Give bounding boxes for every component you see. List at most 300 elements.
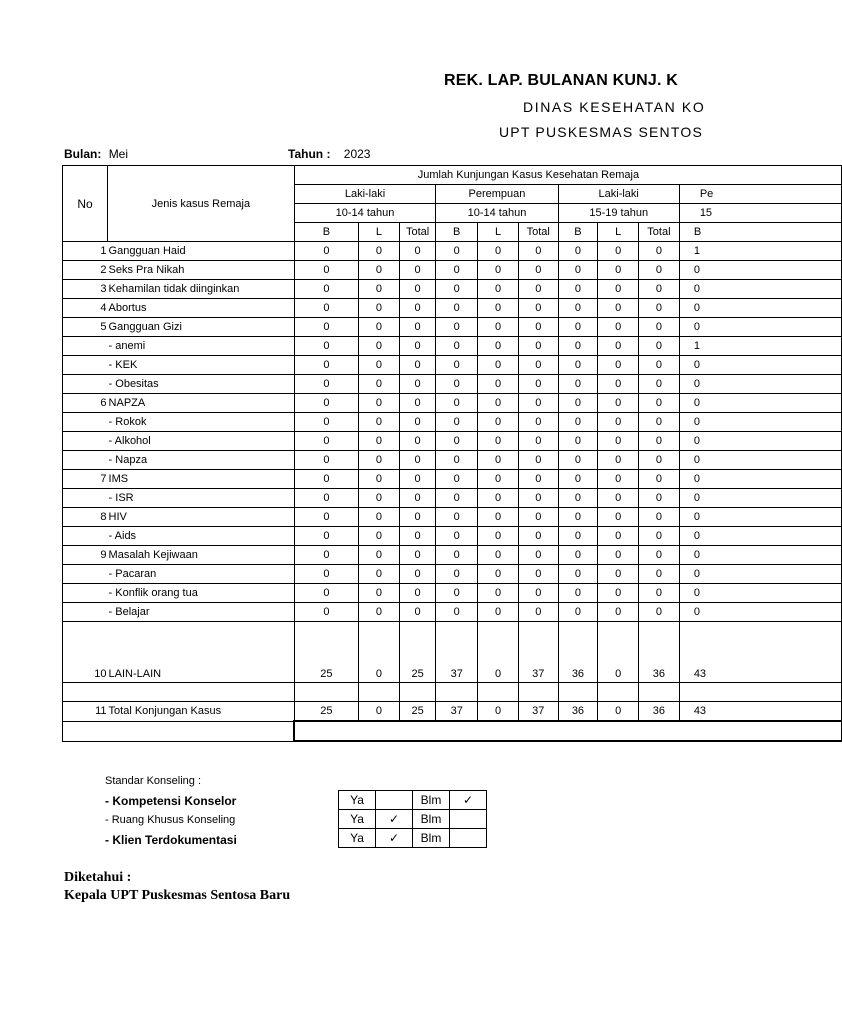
value-cell: 0 bbox=[359, 394, 400, 413]
value-cell: 0 bbox=[478, 584, 519, 603]
value-cell: 0 bbox=[558, 432, 598, 451]
table-row bbox=[63, 546, 842, 565]
value-cell: 0 bbox=[518, 413, 558, 432]
value-cell: 0 bbox=[436, 470, 478, 489]
value-cell: 0 bbox=[478, 356, 519, 375]
value-cell: 0 bbox=[399, 527, 435, 546]
tahun-field bbox=[288, 147, 370, 161]
sub-header-cell: Total bbox=[639, 223, 680, 242]
group-header: Jumlah Kunjungan Kasus Kesehatan Remaja bbox=[294, 166, 841, 185]
row-number bbox=[63, 584, 108, 603]
value-cell: 0 bbox=[399, 584, 435, 603]
row-number bbox=[63, 565, 108, 584]
kepala-label: Kepala UPT Puskesmas Sentosa Baru bbox=[64, 888, 291, 903]
value-cell: 0 bbox=[639, 603, 680, 622]
value-cell: 0 bbox=[294, 318, 358, 337]
value-cell: 0 bbox=[639, 337, 680, 356]
value-cell: 0 bbox=[294, 413, 358, 432]
value-cell: 0 bbox=[518, 432, 558, 451]
value-cell: 0 bbox=[639, 299, 680, 318]
value-cell: 0 bbox=[359, 261, 400, 280]
tahun-value: 2023 bbox=[343, 147, 371, 161]
row-name: Total Konjungan Kasus bbox=[108, 702, 295, 722]
value-cell: 0 bbox=[478, 413, 519, 432]
value-cell: 0 bbox=[558, 318, 598, 337]
value-cell: 0 bbox=[399, 261, 435, 280]
row-name: IMS bbox=[108, 470, 295, 489]
value-cell: 0 bbox=[679, 318, 841, 337]
blank-cell bbox=[679, 683, 841, 702]
value-cell: 0 bbox=[436, 508, 478, 527]
value-cell: 0 bbox=[436, 356, 478, 375]
value-cell: 0 bbox=[679, 527, 841, 546]
tahun-label: Tahun : bbox=[288, 147, 331, 161]
value-cell: 0 bbox=[518, 451, 558, 470]
blank-cell bbox=[639, 683, 680, 702]
standar-item: - Kompetensi Konselor bbox=[105, 794, 237, 808]
value-cell: 0 bbox=[359, 546, 400, 565]
value-cell: 0 bbox=[639, 356, 680, 375]
value-cell: 0 bbox=[679, 603, 841, 622]
value-cell: 0 bbox=[639, 527, 680, 546]
value-cell: 0 bbox=[518, 280, 558, 299]
value-cell: 0 bbox=[558, 242, 598, 261]
value-cell: 0 bbox=[399, 470, 435, 489]
age-header: 10-14 tahun bbox=[294, 204, 436, 223]
row-number bbox=[63, 375, 108, 394]
table-row bbox=[63, 432, 842, 451]
row-number: 11 bbox=[63, 702, 108, 722]
value-cell: 0 bbox=[679, 508, 841, 527]
value-cell: 0 bbox=[639, 280, 680, 299]
value-cell: 0 bbox=[436, 546, 478, 565]
row-number: 7 bbox=[63, 470, 108, 489]
table-row bbox=[63, 622, 842, 683]
value-cell: 36 bbox=[558, 702, 598, 722]
row-number bbox=[63, 527, 108, 546]
table-row bbox=[63, 318, 842, 337]
upt-subtitle: UPT PUSKESMAS SENTOS bbox=[499, 124, 703, 140]
row-name: - Napza bbox=[108, 451, 295, 470]
sub-header-cell: L bbox=[478, 223, 519, 242]
value-cell: 0 bbox=[436, 565, 478, 584]
value-cell: 0 bbox=[478, 603, 519, 622]
value-cell: 0 bbox=[598, 337, 639, 356]
value-cell: 0 bbox=[558, 603, 598, 622]
value-cell: 0 bbox=[598, 470, 639, 489]
table-row bbox=[63, 242, 842, 261]
value-cell: 0 bbox=[639, 242, 680, 261]
sub-header-cell: Total bbox=[399, 223, 435, 242]
value-cell: 0 bbox=[598, 702, 639, 722]
value-cell: 0 bbox=[478, 432, 519, 451]
value-cell: 0 bbox=[518, 318, 558, 337]
value-cell: 0 bbox=[294, 299, 358, 318]
value-cell: 0 bbox=[558, 508, 598, 527]
value-cell: 0 bbox=[679, 432, 841, 451]
value-cell: 0 bbox=[598, 451, 639, 470]
value-cell: 0 bbox=[294, 584, 358, 603]
value-cell: 0 bbox=[639, 318, 680, 337]
value-cell: 0 bbox=[359, 584, 400, 603]
value-cell: 0 bbox=[478, 242, 519, 261]
value-cell: 43 bbox=[679, 702, 841, 722]
blank-cell bbox=[294, 683, 358, 702]
value-cell: 0 bbox=[639, 261, 680, 280]
value-cell: 0 bbox=[598, 394, 639, 413]
table-row bbox=[63, 451, 842, 470]
table-row bbox=[63, 527, 842, 546]
value-cell: 0 bbox=[558, 394, 598, 413]
value-cell: 0 bbox=[679, 280, 841, 299]
value-cell: 0 bbox=[518, 527, 558, 546]
blank-cell bbox=[598, 683, 639, 702]
bulan-field bbox=[64, 147, 128, 161]
value-cell: 0 bbox=[679, 470, 841, 489]
value-cell: 0 bbox=[518, 356, 558, 375]
row-number bbox=[63, 603, 108, 622]
value-cell: 0 bbox=[478, 394, 519, 413]
value-cell: 0 bbox=[478, 546, 519, 565]
value-cell: 0 bbox=[518, 394, 558, 413]
ya-cell: Ya bbox=[339, 791, 376, 810]
value-cell: 0 bbox=[679, 565, 841, 584]
value-cell: 0 bbox=[518, 337, 558, 356]
value-cell: 0 bbox=[359, 318, 400, 337]
value-cell: 0 bbox=[399, 546, 435, 565]
value-cell: 0 bbox=[558, 375, 598, 394]
value-cell: 0 bbox=[598, 242, 639, 261]
check-mark: ✓ bbox=[376, 810, 413, 829]
value-cell: 0 bbox=[598, 603, 639, 622]
age-header: 15 bbox=[679, 204, 841, 223]
value-cell: 0 bbox=[359, 508, 400, 527]
value-cell: 0 bbox=[598, 565, 639, 584]
gender-header: Laki-laki bbox=[294, 185, 436, 204]
value-cell: 0 bbox=[679, 584, 841, 603]
value-cell: 25 bbox=[294, 702, 358, 722]
value-cell: 0 bbox=[399, 565, 435, 584]
row-name: Gangguan Haid bbox=[108, 242, 295, 261]
report-title: REK. LAP. BULANAN KUNJ. K bbox=[444, 72, 679, 89]
value-cell: 0 bbox=[399, 375, 435, 394]
row-number: 8 bbox=[63, 508, 108, 527]
table-row bbox=[63, 584, 842, 603]
value-cell: 0 bbox=[518, 375, 558, 394]
gender-header: Perempuan bbox=[436, 185, 558, 204]
row-name: - Rokok bbox=[108, 413, 295, 432]
blank-cell bbox=[63, 683, 108, 702]
value-cell: 0 bbox=[359, 413, 400, 432]
standar-item: - Ruang Khusus Konseling bbox=[105, 814, 236, 826]
value-cell: 0 bbox=[359, 356, 400, 375]
row-name: Kehamilan tidak diinginkan bbox=[108, 280, 295, 299]
value-cell: 0 bbox=[359, 299, 400, 318]
value-cell: 0 bbox=[294, 603, 358, 622]
value-cell: 36 bbox=[558, 622, 598, 683]
row-name: - Alkohol bbox=[108, 432, 295, 451]
row-name: - Konflik orang tua bbox=[108, 584, 295, 603]
value-cell: 43 bbox=[679, 622, 841, 683]
value-cell: 0 bbox=[436, 432, 478, 451]
value-cell: 0 bbox=[399, 337, 435, 356]
standar-item: - Klien Terdokumentasi bbox=[105, 833, 237, 847]
value-cell: 0 bbox=[436, 413, 478, 432]
value-cell: 25 bbox=[399, 622, 435, 683]
blank-cell bbox=[294, 721, 841, 741]
value-cell: 0 bbox=[478, 261, 519, 280]
table-row bbox=[63, 603, 842, 622]
value-cell: 0 bbox=[598, 261, 639, 280]
blank-cell bbox=[478, 683, 519, 702]
value-cell: 0 bbox=[399, 394, 435, 413]
value-cell: 1 bbox=[679, 242, 841, 261]
sub-header-cell: B bbox=[558, 223, 598, 242]
value-cell: 0 bbox=[598, 356, 639, 375]
table-row bbox=[63, 565, 842, 584]
value-cell: 37 bbox=[518, 702, 558, 722]
no-header: No bbox=[63, 166, 108, 242]
check-mark bbox=[376, 791, 413, 810]
value-cell: 0 bbox=[294, 280, 358, 299]
row-number: 5 bbox=[63, 318, 108, 337]
value-cell: 0 bbox=[294, 394, 358, 413]
value-cell: 0 bbox=[558, 261, 598, 280]
blank-cell bbox=[63, 721, 108, 741]
table-body bbox=[63, 242, 842, 742]
row-number bbox=[63, 489, 108, 508]
row-number: 2 bbox=[63, 261, 108, 280]
value-cell: 0 bbox=[518, 603, 558, 622]
value-cell: 0 bbox=[598, 489, 639, 508]
table-row bbox=[63, 702, 842, 722]
value-cell: 0 bbox=[639, 584, 680, 603]
blank-row bbox=[63, 683, 842, 702]
value-cell: 0 bbox=[359, 451, 400, 470]
value-cell: 1 bbox=[679, 337, 841, 356]
blm-cell: Blm bbox=[413, 829, 450, 848]
ya-cell: Ya bbox=[339, 810, 376, 829]
blank-cell bbox=[108, 721, 295, 741]
row-number bbox=[63, 356, 108, 375]
table-row bbox=[63, 356, 842, 375]
value-cell: 0 bbox=[639, 432, 680, 451]
value-cell: 0 bbox=[598, 527, 639, 546]
table-row bbox=[63, 470, 842, 489]
value-cell: 0 bbox=[598, 413, 639, 432]
value-cell: 0 bbox=[294, 261, 358, 280]
value-cell: 0 bbox=[679, 261, 841, 280]
value-cell: 0 bbox=[478, 280, 519, 299]
value-cell: 0 bbox=[478, 337, 519, 356]
value-cell: 37 bbox=[436, 622, 478, 683]
value-cell: 0 bbox=[518, 489, 558, 508]
value-cell: 0 bbox=[436, 375, 478, 394]
row-number: 4 bbox=[63, 299, 108, 318]
value-cell: 0 bbox=[436, 261, 478, 280]
value-cell: 0 bbox=[639, 489, 680, 508]
row-name: HIV bbox=[108, 508, 295, 527]
value-cell: 0 bbox=[558, 299, 598, 318]
value-cell: 0 bbox=[558, 451, 598, 470]
report-table-wrap bbox=[62, 165, 714, 753]
value-cell: 0 bbox=[679, 489, 841, 508]
value-cell: 0 bbox=[518, 242, 558, 261]
value-cell: 0 bbox=[478, 489, 519, 508]
value-cell: 0 bbox=[558, 565, 598, 584]
value-cell: 0 bbox=[518, 261, 558, 280]
value-cell: 0 bbox=[518, 508, 558, 527]
value-cell: 0 bbox=[436, 318, 478, 337]
table-row bbox=[63, 337, 842, 356]
sub-header-cell: B bbox=[294, 223, 358, 242]
value-cell: 25 bbox=[399, 702, 435, 722]
row-number: 10 bbox=[63, 622, 108, 683]
row-number: 3 bbox=[63, 280, 108, 299]
value-cell: 0 bbox=[359, 242, 400, 261]
value-cell: 0 bbox=[558, 584, 598, 603]
table-row bbox=[63, 261, 842, 280]
value-cell: 0 bbox=[478, 527, 519, 546]
row-number bbox=[63, 413, 108, 432]
row-name: Seks Pra Nikah bbox=[108, 261, 295, 280]
value-cell: 0 bbox=[639, 375, 680, 394]
table-row bbox=[63, 394, 842, 413]
value-cell: 0 bbox=[359, 375, 400, 394]
value-cell: 0 bbox=[399, 242, 435, 261]
value-cell: 0 bbox=[399, 603, 435, 622]
blank-cell bbox=[399, 683, 435, 702]
value-cell: 0 bbox=[518, 565, 558, 584]
jenis-header: Jenis kasus Remaja bbox=[108, 166, 295, 242]
table-row bbox=[63, 375, 842, 394]
value-cell: 0 bbox=[436, 337, 478, 356]
row-number bbox=[63, 451, 108, 470]
value-cell: 0 bbox=[436, 299, 478, 318]
blank-cell bbox=[108, 683, 295, 702]
check-mark: ✓ bbox=[376, 829, 413, 848]
row-name: - ISR bbox=[108, 489, 295, 508]
value-cell: 0 bbox=[639, 508, 680, 527]
value-cell: 0 bbox=[558, 356, 598, 375]
check-mark bbox=[450, 810, 487, 829]
value-cell: 0 bbox=[478, 318, 519, 337]
row-number bbox=[63, 432, 108, 451]
blm-cell: Blm bbox=[413, 791, 450, 810]
value-cell: 0 bbox=[436, 280, 478, 299]
value-cell: 0 bbox=[294, 470, 358, 489]
value-cell: 0 bbox=[598, 280, 639, 299]
row-name: - Pacaran bbox=[108, 565, 295, 584]
value-cell: 0 bbox=[558, 546, 598, 565]
value-cell: 0 bbox=[679, 356, 841, 375]
check-mark bbox=[450, 829, 487, 848]
blank-cell bbox=[436, 683, 478, 702]
value-cell: 0 bbox=[399, 432, 435, 451]
value-cell: 0 bbox=[679, 394, 841, 413]
standar-title: Standar Konseling : bbox=[105, 775, 202, 787]
value-cell: 0 bbox=[558, 280, 598, 299]
age-header: 15-19 tahun bbox=[558, 204, 679, 223]
value-cell: 0 bbox=[294, 356, 358, 375]
blank-cell bbox=[518, 683, 558, 702]
value-cell: 0 bbox=[399, 451, 435, 470]
value-cell: 37 bbox=[518, 622, 558, 683]
value-cell: 0 bbox=[679, 546, 841, 565]
value-cell: 0 bbox=[436, 394, 478, 413]
value-cell: 0 bbox=[478, 622, 519, 683]
sub-header-cell: B bbox=[679, 223, 841, 242]
value-cell: 0 bbox=[399, 413, 435, 432]
value-cell: 0 bbox=[359, 470, 400, 489]
value-cell: 0 bbox=[639, 451, 680, 470]
value-cell: 0 bbox=[598, 584, 639, 603]
gender-header: Pe bbox=[679, 185, 841, 204]
table-row bbox=[63, 489, 842, 508]
value-cell: 25 bbox=[294, 622, 358, 683]
value-cell: 0 bbox=[359, 603, 400, 622]
age-header: 10-14 tahun bbox=[436, 204, 558, 223]
row-name: - KEK bbox=[108, 356, 295, 375]
value-cell: 0 bbox=[679, 451, 841, 470]
value-cell: 0 bbox=[558, 527, 598, 546]
value-cell: 0 bbox=[294, 508, 358, 527]
konseling-check-table bbox=[338, 790, 487, 848]
table-row bbox=[63, 280, 842, 299]
row-name: - Aids bbox=[108, 527, 295, 546]
value-cell: 0 bbox=[294, 565, 358, 584]
bulan-value: Mei bbox=[108, 147, 129, 161]
row-number: 9 bbox=[63, 546, 108, 565]
table-row bbox=[63, 299, 842, 318]
value-cell: 0 bbox=[598, 432, 639, 451]
value-cell: 0 bbox=[478, 375, 519, 394]
value-cell: 0 bbox=[639, 413, 680, 432]
row-name: - Obesitas bbox=[108, 375, 295, 394]
value-cell: 0 bbox=[359, 527, 400, 546]
blank-cell bbox=[359, 683, 400, 702]
ya-cell: Ya bbox=[339, 829, 376, 848]
value-cell: 0 bbox=[359, 432, 400, 451]
value-cell: 0 bbox=[294, 432, 358, 451]
value-cell: 0 bbox=[294, 546, 358, 565]
value-cell: 0 bbox=[436, 451, 478, 470]
value-cell: 0 bbox=[558, 470, 598, 489]
value-cell: 0 bbox=[478, 451, 519, 470]
value-cell: 0 bbox=[518, 470, 558, 489]
table-row bbox=[63, 508, 842, 527]
value-cell: 0 bbox=[359, 622, 400, 683]
value-cell: 0 bbox=[639, 565, 680, 584]
value-cell: 0 bbox=[436, 242, 478, 261]
value-cell: 0 bbox=[399, 356, 435, 375]
value-cell: 0 bbox=[294, 375, 358, 394]
row-name: Masalah Kejiwaan bbox=[108, 546, 295, 565]
value-cell: 0 bbox=[359, 489, 400, 508]
value-cell: 36 bbox=[639, 702, 680, 722]
blank-row bbox=[63, 721, 842, 741]
value-cell: 0 bbox=[478, 702, 519, 722]
row-name: LAIN-LAIN bbox=[108, 622, 295, 683]
value-cell: 0 bbox=[598, 508, 639, 527]
diketahui-label: Diketahui : bbox=[64, 870, 132, 885]
value-cell: 0 bbox=[478, 470, 519, 489]
value-cell: 0 bbox=[359, 565, 400, 584]
value-cell: 0 bbox=[478, 299, 519, 318]
value-cell: 0 bbox=[399, 508, 435, 527]
value-cell: 0 bbox=[359, 337, 400, 356]
value-cell: 0 bbox=[294, 489, 358, 508]
